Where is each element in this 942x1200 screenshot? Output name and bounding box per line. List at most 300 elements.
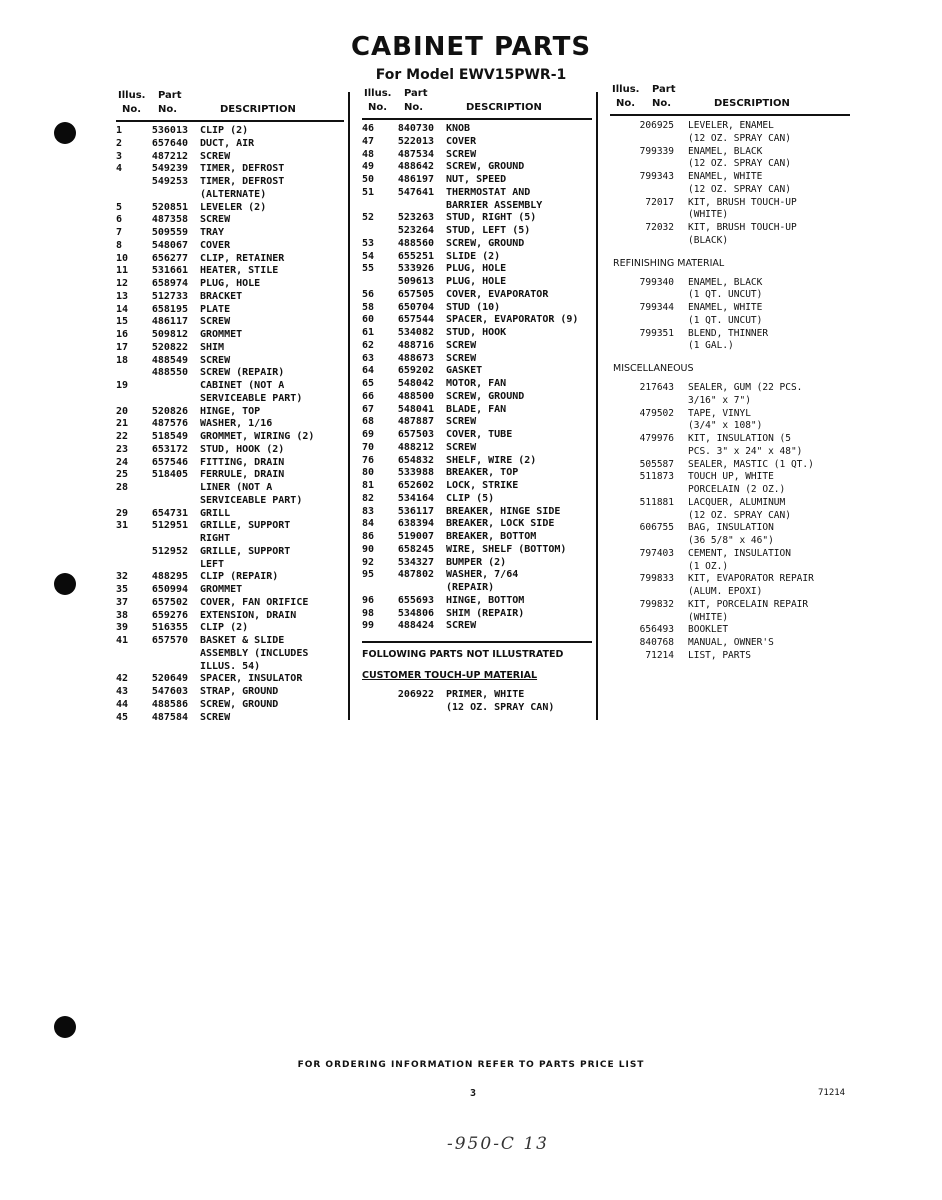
part-number [610, 184, 674, 197]
illus-number: 96 [362, 594, 375, 606]
illus-number [362, 582, 384, 595]
illus-number [116, 648, 138, 661]
parts-row [116, 278, 344, 291]
part-description: KIT, BRUSH TOUCH-UP [688, 222, 797, 233]
illus-number [116, 533, 138, 546]
binder-hole-middle [54, 573, 76, 595]
parts-row [116, 304, 344, 317]
part-number: 509559 [151, 227, 188, 238]
parts-row [362, 595, 592, 608]
part-number [138, 380, 188, 393]
part-number: 520826 [151, 405, 188, 417]
header-no: No. [368, 102, 388, 113]
part-description: SCREW [200, 354, 231, 366]
part-description: STUD, LEFT (5) [446, 225, 531, 236]
parts-row [116, 316, 344, 329]
part-number [610, 315, 674, 328]
illus-number: 32 [116, 571, 129, 583]
illus-number: 45 [116, 711, 129, 723]
parts-row [116, 622, 344, 635]
parts-row [116, 253, 344, 266]
part-description: ILLUS. 54) [200, 660, 261, 672]
parts-row [362, 251, 592, 264]
illus-number: 15 [116, 316, 129, 328]
illus-number [362, 689, 384, 702]
illus-number: 8 [116, 239, 123, 251]
part-description: CLIP (REPAIR) [200, 571, 279, 583]
parts-row [362, 238, 592, 251]
illus-number: 24 [116, 456, 129, 468]
parts-row [116, 367, 344, 380]
part-description: SCREW [200, 214, 231, 226]
part-number: 534164 [397, 492, 434, 504]
parts-row [116, 648, 344, 661]
part-number: 659276 [151, 609, 188, 621]
part-number: 656493 [639, 624, 674, 636]
illus-number: 49 [362, 161, 375, 173]
part-number: 206922 [397, 689, 434, 700]
part-number: 488549 [151, 354, 188, 366]
part-number [610, 340, 674, 353]
parts-row [610, 408, 850, 421]
illus-number: 54 [362, 250, 375, 262]
parts-row [362, 353, 592, 366]
parts-row [610, 277, 850, 290]
parts-row [362, 365, 592, 378]
parts-row [610, 573, 850, 586]
illus-number: 13 [116, 290, 129, 302]
part-description: PLUG, HOLE [446, 263, 507, 275]
illus-number: 80 [362, 467, 375, 479]
part-number: 518549 [151, 431, 188, 442]
part-number: 487576 [151, 418, 188, 430]
part-description: SCREW, GROUND [446, 237, 525, 249]
part-description: PLUG, HOLE [446, 276, 507, 287]
part-description: SHIM [200, 341, 225, 353]
part-number: 487887 [397, 416, 434, 428]
parts-row [362, 620, 592, 633]
part-number: 547603 [151, 686, 188, 697]
part-number: 654832 [397, 454, 434, 466]
part-description: ENAMEL, BLACK [688, 145, 763, 157]
part-number: 536117 [397, 505, 434, 517]
parts-row [610, 340, 850, 353]
illus-number: 4 [116, 163, 123, 175]
parts-row [362, 187, 592, 200]
part-number: 72032 [645, 222, 674, 233]
parts-row [116, 202, 344, 215]
part-description: SCREW [200, 316, 231, 328]
part-description: ASSEMBLY (INCLUDES [200, 647, 309, 659]
part-description: (12 OZ. SPRAY CAN) [688, 158, 791, 170]
illus-number: 43 [116, 686, 129, 697]
part-description: PLUG, HOLE [200, 278, 261, 289]
illus-number: 38 [116, 609, 129, 621]
part-description: (1 GAL.) [688, 340, 734, 352]
illus-number: 28 [116, 482, 129, 493]
header-rule [362, 118, 592, 120]
parts-row [610, 650, 850, 663]
part-description: COVER, TUBE [446, 429, 513, 440]
part-number [384, 702, 434, 715]
illus-number: 5 [116, 201, 123, 213]
parts-row [610, 235, 850, 248]
parts-row [362, 263, 592, 276]
part-number: 650994 [151, 584, 188, 595]
part-number: 653172 [151, 443, 188, 455]
part-description: WIRE, SHELF (BOTTOM) [446, 543, 567, 555]
part-number [610, 484, 674, 497]
parts-row [116, 125, 344, 138]
part-description: STUD, RIGHT (5) [446, 212, 537, 224]
header-illus: Illus. [118, 90, 146, 101]
part-description: SHIM (REPAIR) [446, 607, 525, 619]
parts-row [362, 161, 592, 174]
part-description: NUT, SPEED [446, 174, 507, 185]
illus-number: 18 [116, 354, 129, 366]
part-number [384, 200, 434, 213]
part-description: THERMOSTAT AND [446, 186, 531, 198]
part-number: 547641 [397, 186, 434, 198]
part-description: COVER, EVAPORATOR [446, 288, 549, 300]
parts-row [116, 342, 344, 355]
part-description: COVER, FAN ORIFICE [200, 596, 309, 608]
illus-number: 20 [116, 405, 129, 417]
illus-number: 65 [362, 378, 375, 389]
part-description: BREAKER, HINGE SIDE [446, 505, 561, 517]
part-number: 799343 [639, 171, 674, 182]
binder-hole-top [54, 122, 76, 144]
part-number: 479976 [639, 433, 674, 444]
illus-number: 82 [362, 492, 375, 504]
illus-number: 63 [362, 352, 375, 364]
part-description: SCREW [446, 339, 477, 351]
part-number: 509812 [151, 329, 188, 340]
parts-row [116, 661, 344, 674]
header-description: DESCRIPTION [714, 98, 790, 109]
parts-row [116, 393, 344, 406]
part-description: CLIP (2) [200, 125, 249, 136]
part-description: HEATER, STILE [200, 265, 279, 277]
illus-number: 98 [362, 607, 375, 619]
part-number: 657503 [397, 429, 434, 440]
touchup-list [610, 120, 850, 248]
part-number: 479502 [639, 407, 674, 419]
part-number: 516355 [151, 622, 188, 634]
part-number: 799832 [639, 598, 674, 610]
parts-row [116, 699, 344, 712]
illus-number: 61 [362, 327, 375, 338]
part-number: 657505 [397, 288, 434, 300]
ordering-footer: FOR ORDERING INFORMATION REFER TO PARTS PRICE LIST [297, 1060, 645, 1070]
part-description: GROMMET, WIRING (2) [200, 431, 315, 442]
part-description: SLIDE (2) [446, 250, 501, 262]
part-number [138, 533, 188, 546]
illus-number: 67 [362, 403, 375, 415]
parts-row [116, 533, 344, 546]
section-rule [362, 641, 592, 643]
document-number: 71214 [818, 1088, 846, 1098]
illus-number: 92 [362, 556, 375, 568]
parts-row [116, 444, 344, 457]
refinishing-heading: REFINISHING MATERIAL [613, 257, 725, 269]
header-rule [610, 114, 850, 116]
header-no: No. [616, 98, 636, 109]
parts-row [116, 265, 344, 278]
part-description: TIMER, DEFROST [200, 176, 285, 187]
part-number: 655693 [397, 594, 434, 606]
parts-row [362, 302, 592, 315]
part-description: SCREW (REPAIR) [200, 367, 285, 379]
parts-row [610, 471, 850, 484]
part-description: KIT, BRUSH TOUCH-UP [688, 196, 797, 208]
part-number [610, 510, 674, 523]
parts-row [610, 315, 850, 328]
parts-row [610, 484, 850, 497]
illus-number: 84 [362, 518, 375, 530]
header-illus: Illus. [364, 88, 392, 99]
header-part: Part [404, 88, 428, 99]
parts-row [116, 546, 344, 559]
part-description: ENAMEL, WHITE [688, 302, 763, 313]
parts-row [362, 225, 592, 238]
subtitle: For Model EWV15PWR-1 [375, 67, 567, 83]
parts-row [362, 582, 592, 595]
part-number [610, 289, 674, 302]
parts-row [116, 673, 344, 686]
part-description: SCREW [446, 352, 477, 364]
part-number: 799351 [639, 327, 674, 339]
part-number: 533988 [397, 467, 434, 479]
miscellaneous-list [610, 382, 850, 663]
illus-number: 39 [116, 622, 129, 634]
illus-number: 3 [116, 150, 123, 162]
parts-row [362, 531, 592, 544]
parts-row [362, 416, 592, 429]
part-number [138, 482, 188, 495]
part-number [138, 495, 188, 508]
illus-number: 7 [116, 227, 123, 238]
part-description: ENAMEL, WHITE [688, 171, 763, 182]
part-description: COVER [446, 135, 477, 147]
parts-row [362, 608, 592, 621]
parts-row [362, 480, 592, 493]
parts-row [610, 586, 850, 599]
parts-row [610, 624, 850, 637]
illus-number: 66 [362, 390, 375, 402]
part-number: 797403 [639, 547, 674, 559]
part-number: 799340 [639, 276, 674, 288]
part-number [610, 209, 674, 222]
parts-row [362, 149, 592, 162]
illus-number: 51 [362, 186, 375, 198]
part-description: TAPE, VINYL [688, 407, 751, 419]
part-description: SPACER, INSULATOR [200, 673, 303, 685]
parts-row [116, 635, 344, 648]
part-number: 656277 [151, 252, 188, 264]
part-number: 654731 [151, 507, 188, 519]
parts-row [116, 214, 344, 227]
part-description: (BLACK) [688, 234, 729, 246]
part-description: (1 QT. UNCUT) [688, 314, 763, 326]
parts-row [362, 391, 592, 404]
parts-row [116, 520, 344, 533]
parts-row [362, 557, 592, 570]
illus-number: 14 [116, 303, 129, 315]
part-description: (12 OZ. SPRAY CAN) [688, 132, 791, 144]
part-description: BREAKER, BOTTOM [446, 531, 537, 542]
part-description: MOTOR, FAN [446, 378, 507, 389]
illus-number: 11 [116, 265, 129, 277]
part-description: (WHITE) [688, 209, 729, 221]
part-number: 488673 [397, 352, 434, 364]
part-description: (1 QT. UNCUT) [688, 289, 763, 301]
part-number: 512952 [151, 545, 188, 557]
illus-number: 56 [362, 288, 375, 300]
part-number: 511881 [639, 496, 674, 508]
illus-number: 83 [362, 505, 375, 517]
parts-row [116, 418, 344, 431]
part-description: SCREW [446, 416, 477, 428]
part-description: LACQUER, ALUMINUM [688, 496, 786, 508]
part-number: 486197 [397, 174, 434, 185]
parts-row [362, 506, 592, 519]
parts-row [610, 446, 850, 459]
illus-number: 53 [362, 237, 375, 249]
part-number: 487584 [151, 711, 188, 723]
parts-row [116, 138, 344, 151]
part-description: (12 OZ. SPRAY CAN) [688, 183, 791, 195]
parts-row [116, 482, 344, 495]
part-description: HINGE, BOTTOM [446, 594, 525, 606]
illus-number: 47 [362, 135, 375, 147]
part-number: 534806 [397, 607, 434, 619]
parts-row [362, 544, 592, 557]
parts-row [610, 382, 850, 395]
part-description: LEFT [200, 558, 225, 570]
parts-row [362, 404, 592, 417]
parts-row [362, 689, 592, 702]
part-number: 534082 [397, 327, 434, 338]
header-description: DESCRIPTION [220, 104, 296, 115]
part-number: 520851 [151, 201, 188, 213]
column-header [362, 88, 592, 118]
part-description: DUCT, AIR [200, 137, 255, 149]
parts-row [610, 197, 850, 210]
header-rule [116, 120, 344, 122]
part-number: 520649 [151, 673, 188, 685]
part-description: CLIP (2) [200, 622, 249, 634]
part-number: 505587 [639, 458, 674, 470]
part-description: BOOKLET [688, 624, 729, 636]
part-description: BAG, INSULATION [688, 522, 774, 534]
part-description: (1 OZ.) [688, 560, 729, 572]
illus-number: 16 [116, 329, 129, 340]
part-number: 487802 [397, 569, 434, 581]
part-number: 658245 [397, 543, 434, 555]
part-number: 206925 [639, 120, 674, 131]
part-description: STUD, HOOK [446, 327, 507, 338]
illus-number: 50 [362, 174, 375, 185]
part-description: LEVELER (2) [200, 201, 267, 213]
parts-row [116, 508, 344, 521]
header-no: No. [122, 104, 142, 115]
header-no-2: No. [404, 102, 424, 113]
part-number: 522013 [397, 135, 434, 147]
parts-row [610, 497, 850, 510]
refinishing-list [610, 277, 850, 354]
part-description: WASHER, 1/16 [200, 418, 273, 430]
illus-number: 17 [116, 341, 129, 353]
part-description: PORCELAIN (2 OZ.) [688, 484, 786, 495]
illus-number: 37 [116, 596, 129, 608]
part-description: BARRIER ASSEMBLY [446, 199, 543, 211]
illus-number [116, 546, 138, 559]
part-description: KIT, PORCELAIN REPAIR [688, 598, 809, 610]
part-number: 658974 [151, 278, 188, 289]
miscellaneous-heading: MISCELLANEOUS [613, 363, 694, 374]
illus-number: 29 [116, 507, 129, 519]
part-number: 487358 [151, 214, 188, 226]
parts-row [116, 406, 344, 419]
part-description: (ALUM. EPOXI) [688, 586, 763, 597]
part-description: PLATE [200, 303, 231, 315]
part-description: SCREW [446, 620, 477, 632]
part-description: (12 OZ. SPRAY CAN) [688, 509, 791, 521]
parts-row [610, 510, 850, 523]
parts-row [362, 327, 592, 340]
part-description: BREAKER, LOCK SIDE [446, 518, 555, 530]
parts-row [610, 120, 850, 133]
illus-number: 42 [116, 673, 129, 685]
part-number: 487534 [397, 148, 434, 160]
part-description: SCREW [200, 150, 231, 162]
part-description: TOUCH UP, WHITE [688, 471, 774, 483]
part-description: ENAMEL, BLACK [688, 276, 763, 288]
part-description: CLIP (5) [446, 492, 495, 504]
part-description: HINGE, TOP [200, 405, 261, 417]
part-number: 548067 [151, 239, 188, 251]
part-number [138, 559, 188, 572]
column-divider-2 [596, 92, 598, 720]
part-description: TIMER, DEFROST [200, 163, 285, 175]
parts-row [610, 395, 850, 408]
part-description: SCREW [200, 711, 231, 723]
parts-row [362, 518, 592, 531]
illus-number: 60 [362, 314, 375, 326]
parts-column-3 [610, 84, 850, 663]
part-number: 217643 [639, 382, 674, 393]
parts-row [362, 493, 592, 506]
part-description: GROMMET [200, 584, 243, 595]
part-description: GROMMET [200, 329, 243, 340]
part-description: GRILL [200, 507, 231, 519]
part-number: 488586 [151, 698, 188, 710]
illus-number: 69 [362, 429, 375, 440]
part-number: 488560 [397, 237, 434, 249]
part-number: 657502 [151, 596, 188, 608]
part-number: 518405 [151, 469, 188, 481]
column-header [610, 84, 850, 114]
illus-number: 48 [362, 148, 375, 160]
part-description: (ALTERNATE) [200, 188, 267, 200]
parts-row [362, 569, 592, 582]
part-description: LEVELER, ENAMEL [688, 120, 774, 131]
part-number: 488500 [397, 390, 434, 402]
parts-row [610, 522, 850, 535]
parts-row [116, 571, 344, 584]
part-description: (WHITE) [688, 611, 729, 623]
